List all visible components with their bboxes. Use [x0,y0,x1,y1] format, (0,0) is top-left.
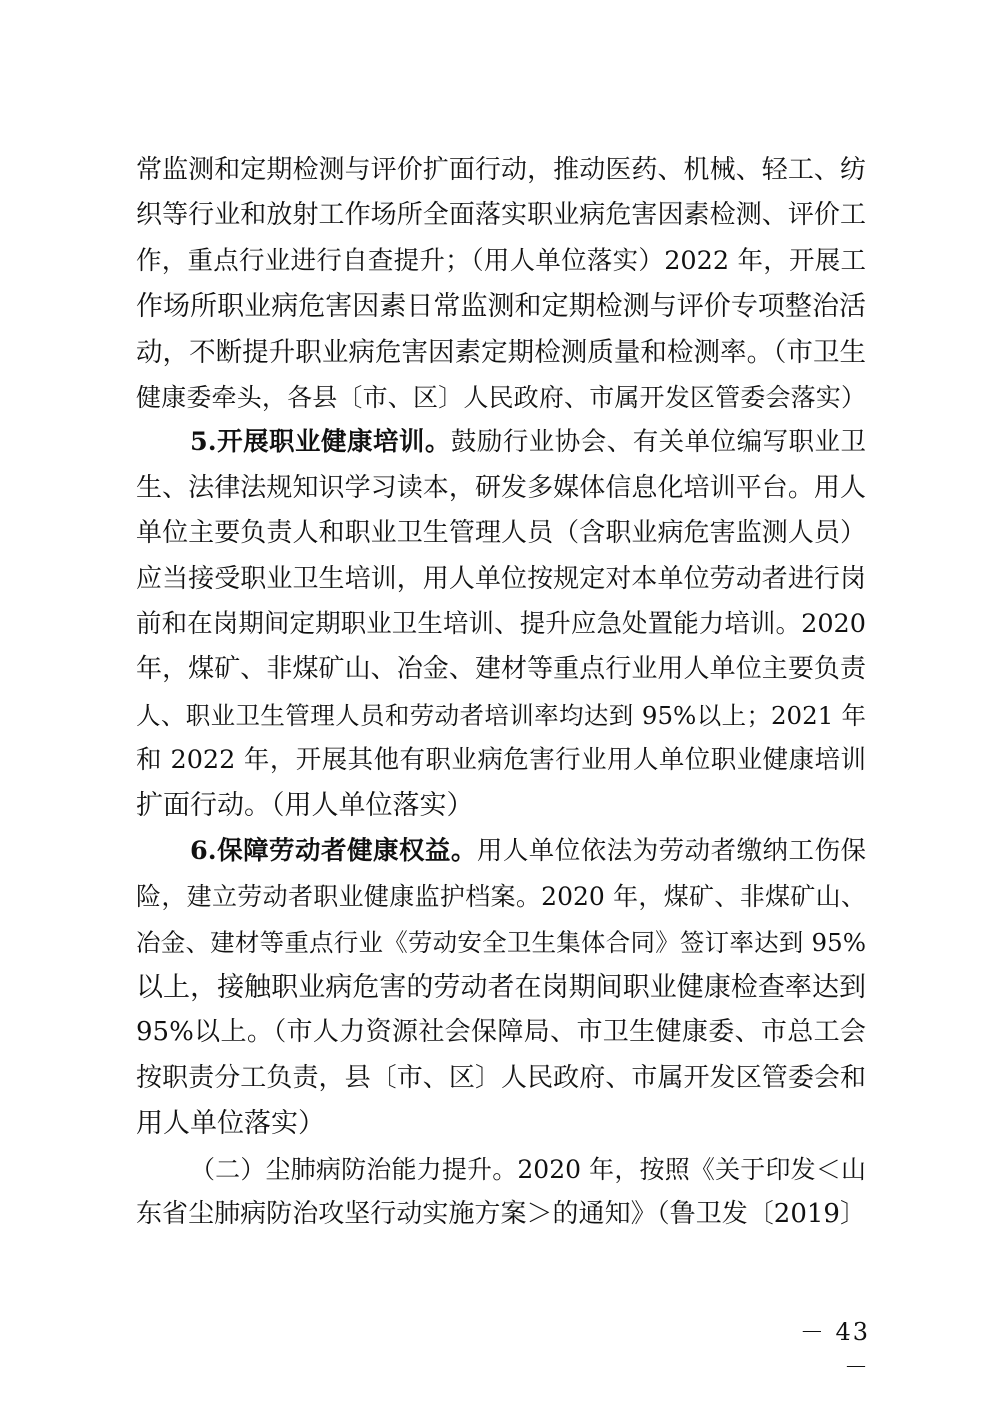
section-6-heading: 6.保障劳动者健康权益。 [190,835,477,866]
section-6-lead-text: 用人单位依法为劳动者缴纳工伤保 [476,835,866,866]
text-line: 人、职业卫生管理人员和劳动者培训率均达到 95%以上；2021 年 [136,700,866,730]
text-line: 以上，接触职业病危害的劳动者在岗期间职业健康检查率达到 [136,972,866,1004]
section-6-first-line [136,829,866,874]
text-line: 前和在岗期间定期职业卫生培训、提升应急处置能力培训。2020 [136,608,866,639]
text-line: 生、法律法规知识学习读本，研发多媒体信息化培训平台。用人 [136,472,866,503]
text-line: 用人单位落实） [136,1108,325,1140]
text-line: 年，煤矿、非煤矿山、冶金、建材等重点行业用人单位主要负责 [136,654,866,685]
text-line: 作场所职业病危害因素日常监测和定期检测与评价专项整治活 [136,291,866,323]
text-line: 常监测和定期检测与评价扩面行动，推动医药、机械、轻工、纺 [136,155,866,185]
text-line: 东省尘肺病防治攻坚行动实施方案＞的通知》（鲁卫发〔2019〕 [136,1198,866,1229]
section-5-heading: 5.开展职业健康培训。 [190,427,451,458]
text-line: 动，不断提升职业病危害因素定期检测质量和检测率。（市卫生 [136,336,866,368]
text-line: 扩面行动。（用人单位落实） [136,790,474,822]
text-line: 作，重点行业进行自查提升；（用人单位落实）2022 年，开展工 [136,245,866,276]
section-2-heading-line: （二）尘肺病防治能力提升。2020 年，按照《关于印发＜山 [190,1154,866,1184]
section-5-lead-text: 鼓励行业协会、有关单位编写职业卫 [450,427,866,458]
text-line: 险，建立劳动者职业健康监护档案。2020 年，煤矿、非煤矿山、 [136,882,866,912]
text-line: 冶金、建材等重点行业《劳动安全卫生集体合同》签订率达到 95% [136,927,866,957]
text-line: 按职责分工负责，县〔市、区〕人民政府、市属开发区管委会和 [136,1062,866,1093]
text-line: 95%以上。（市人力资源社会保障局、市卫生健康委、市总工会 [136,1017,866,1048]
text-line: 健康委牵头，各县〔市、区〕人民政府、市属开发区管委会落实） [136,382,866,412]
text-line: 单位主要负责人和职业卫生管理人员（含职业病危害监测人员） [136,518,866,549]
body-text [136,148,866,1237]
text-line: 织等行业和放射工作场所全面落实职业病危害因素检测、评价工 [136,200,866,231]
section-5-first-line [136,420,866,465]
text-line: 应当接受职业卫生培训，用人单位按规定对本单位劳动者进行岗 [136,563,866,594]
page-number: － 43 － [799,1318,870,1381]
text-line: 和 2022 年，开展其他有职业病危害行业用人单位职业健康培训 [136,745,866,776]
